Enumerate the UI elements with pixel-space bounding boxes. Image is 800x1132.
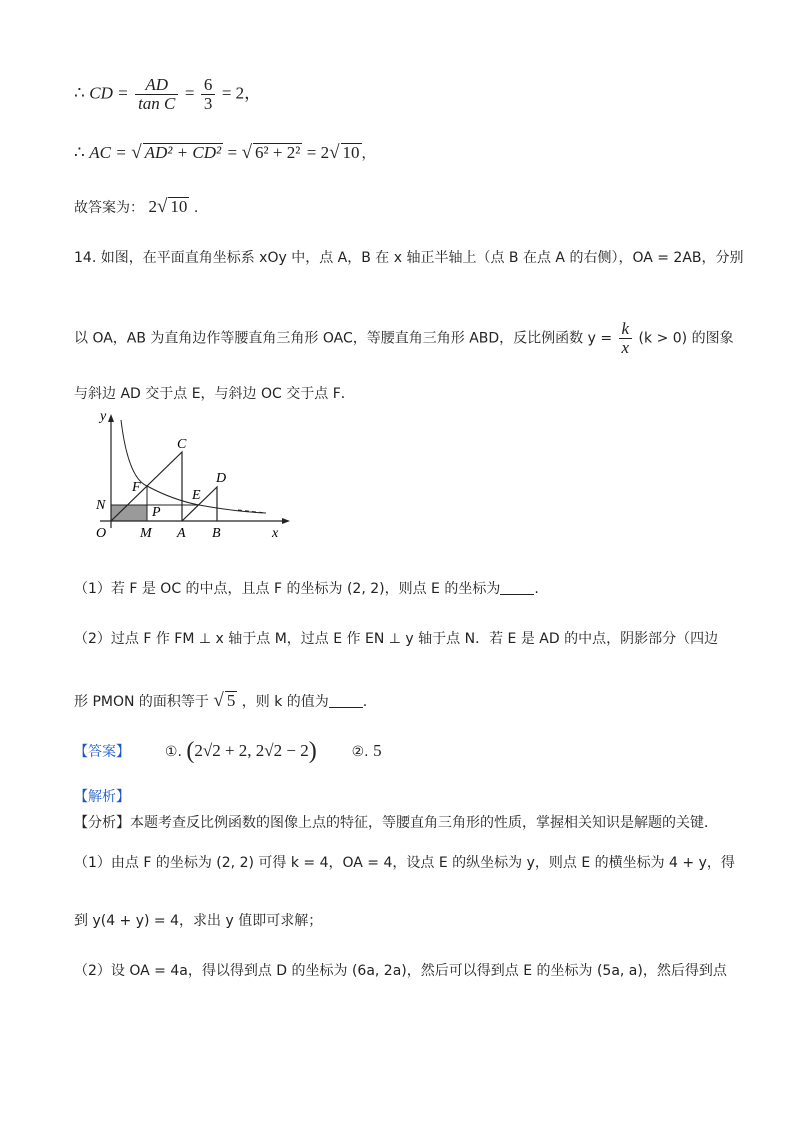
label-b: B [212,526,221,541]
analysis-step-1-line-2: 到 y(4 + y) = 4，求出 y 值即可求解； [74,913,323,929]
answer-blank-1 [500,580,534,595]
geometry-figure [88,408,298,543]
answer-line: 【答案】 ①. (2√2 + 2, 2√2 − 2) ②. 5 [74,738,382,764]
part-2-line-2: 形 PMON 的面积等于 √ 5 ，则 k 的值为 . [74,690,368,711]
label-m: M [140,526,152,541]
answer-2-value: 5 [373,741,382,760]
analysis-step-1-line-1: （1）由点 F 的坐标为 (2, 2) 可得 k = 4，OA = 4，设点 E 的纵坐标为 y，则点 E 的横坐标为 4 + y，得 [74,855,735,871]
question-line-2: 以 OA，AB 为直角边作等腰直角三角形 OAC，等腰直角三角形 ABD，反比例函数 y = $\frac{k}{x}$ (k > 0) 的图象 [74,319,734,357]
label-p: P [152,505,161,520]
analysis-label: 【解析】 [74,789,130,805]
label-f: F [132,480,141,495]
label-e: E [192,488,201,503]
fraction-k-x: $\frac{k}{x}$ [619,320,633,357]
shaded-region-pmon [111,505,147,521]
ac-equation: ∴ AC = √ AD² + CD² = √ 6² + 2² = 2√ 10 ， [74,142,376,163]
label-y: y [100,409,107,424]
label-n: N [96,498,106,513]
label-o: O [96,526,107,541]
answer-blank-2 [329,693,363,708]
y-axis-arrow [108,414,114,422]
label-c: C [177,437,187,452]
label-x: x [272,526,279,541]
analysis-step-2-line-1: （2）设 OA = 4a，得以得到点 D 的坐标为 (6a, 2a)，然后可以得到点 E 的坐标为 (5a, a)，然后得到点 [74,963,727,979]
label-a: A [177,526,186,541]
previous-answer: 故答案为： 2√ 10 . [74,196,199,217]
cd-equation: ∴ CD = $\frac{AD}{\text{tan C}}$ = $\frac{6}{3}$ = 2， [74,75,262,113]
analysis-summary: 【分析】本题考查反比例函数的图像上点的特征，等腰直角三角形的性质，掌握相关知识是解题的关键． [74,815,718,831]
fraction-6-3: $\frac{6}{3}$ [201,76,216,113]
fraction-ad-tanc: $\frac{AD}{\text{tan C}}$ [135,76,178,113]
label-d: D [216,471,227,486]
x-axis-arrow [282,518,290,524]
answer-1-value: 2√2 + 2, 2√2 − 2 [194,741,309,760]
question-line-3: 与斜边 AD 交于点 E，与斜边 OC 交于点 F． [74,386,355,402]
question-line-1: 14. 如图，在平面直角坐标系 xOy 中，点 A，B 在 x 轴正半轴上（点 B 在点 A 的右侧），OA = 2AB，分别 [74,250,744,266]
part-2-line-1: （2）过点 F 作 FM ⊥ x 轴于点 M，过点 E 作 EN ⊥ y 轴于点 N．若 E 是 AD 的中点，阴影部分（四边 [74,631,719,647]
answer-label: 【答案】 [74,744,130,760]
part-1: （1）若 F 是 OC 的中点，且点 F 的坐标为 (2, 2)，则点 E 的坐标为 . [74,581,539,597]
